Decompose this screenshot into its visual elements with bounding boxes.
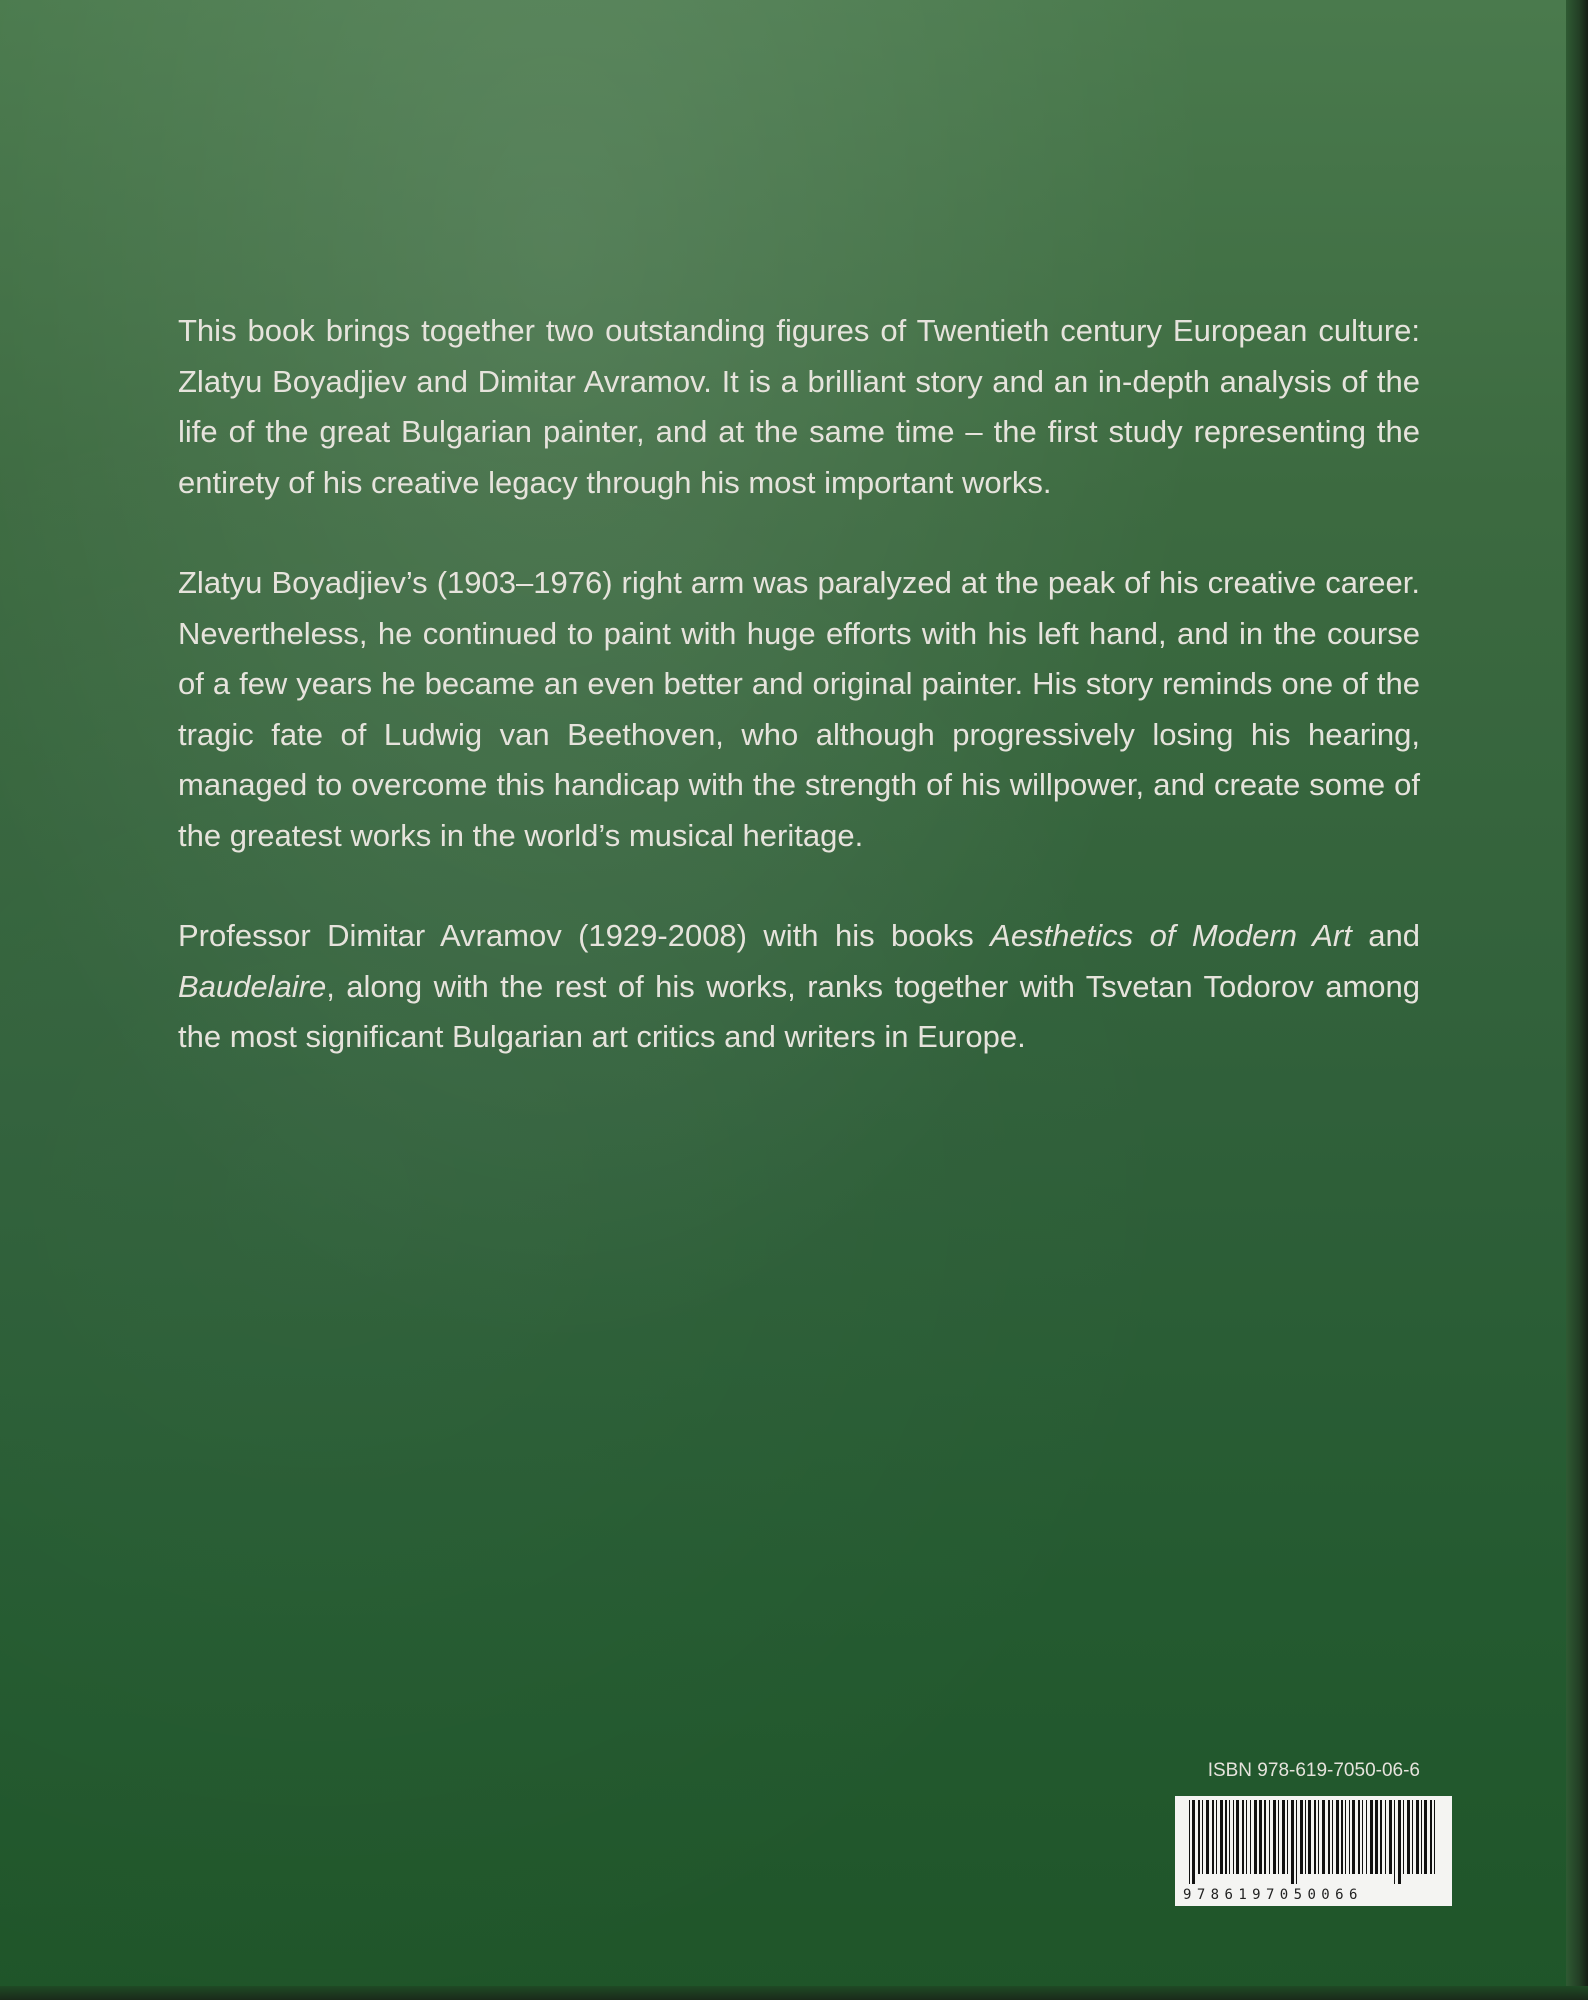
blurb-p3-end: , along with the rest of his works, ranks together with Tsvetan Todorov among the most significant Bulgarian art critics and writers in Europe. [178, 968, 1420, 1054]
barcode-bar [1416, 1800, 1419, 1874]
barcode-bar [1220, 1800, 1223, 1874]
blurb-paragraph-2: Zlatyu Boyadjiev’s (1903–1976) right arm was paralyzed at the peak of his creative career. Nevertheless, he continued to paint with huge efforts with his left hand, and in the course of a few years he became an even better and original painter. His story reminds one of the tragic fate of Ludwig van Beethoven, who although progressively losing his hearing, managed to overcome this handicap with the strength of his willpower, and create some of the greatest works in the world’s musical heritage. [178, 565, 1420, 853]
barcode-bar [1278, 1800, 1279, 1874]
barcode-bar [1352, 1800, 1355, 1874]
barcode-bar [1370, 1800, 1373, 1874]
barcode-bar [1375, 1800, 1378, 1874]
book-edge-bottom [0, 1986, 1588, 2000]
blurb-paragraph-1: This book brings together two outstanding figures of Twentieth century European culture: Zlatyu Boyadjiev and Dimitar Avramov. It is a brilliant story and an in-depth analysis of the life of the great Bulgarian painter, and at the same time – the first study representing the entirety of his creative legacy through his most important works. [178, 313, 1420, 500]
book-edge-right [1566, 0, 1588, 2000]
barcode-bar [1300, 1800, 1303, 1874]
barcode-bar [1246, 1800, 1247, 1874]
barcode-bar [1398, 1800, 1401, 1884]
barcode-bar [1394, 1800, 1395, 1884]
barcode-bar [1225, 1800, 1227, 1874]
blurb-p3-start: Professor Dimitar Avramov (1929-2008) with his books [178, 918, 991, 953]
barcode-bar [1349, 1800, 1350, 1874]
blurb-paragraph-3 [178, 911, 1420, 1063]
barcode-bar [1250, 1800, 1251, 1874]
barcode-bar [1233, 1800, 1234, 1874]
barcode-bar [1407, 1800, 1410, 1874]
barcode-bar [1430, 1800, 1432, 1874]
barcode-bar [1403, 1800, 1404, 1874]
barcode-bar [1380, 1800, 1382, 1874]
barcode-digits: 9786197050066 [1183, 1887, 1363, 1903]
barcode-bar [1198, 1800, 1200, 1874]
barcode-bar [1216, 1800, 1217, 1874]
barcode-bar [1254, 1800, 1257, 1874]
barcode-bars [1175, 1796, 1452, 1884]
barcode-bar [1273, 1800, 1276, 1874]
barcode-bar [1287, 1800, 1288, 1874]
barcode-bar [1412, 1800, 1413, 1874]
isbn-barcode [1175, 1796, 1452, 1906]
barcode-bar [1341, 1800, 1343, 1874]
barcode-bar [1308, 1800, 1311, 1874]
barcode-bar [1189, 1800, 1190, 1884]
isbn-label: ISBN 978-619-7050-06-6 [1207, 1760, 1420, 1781]
barcode-bar [1332, 1800, 1333, 1874]
barcode-bar [1358, 1800, 1360, 1874]
book-title-aesthetics: Aesthetics of Modern Art [990, 918, 1352, 953]
barcode-bar [1291, 1800, 1294, 1884]
barcode-bar [1366, 1800, 1367, 1874]
barcode-bar [1362, 1800, 1363, 1874]
barcode-bar [1296, 1800, 1297, 1884]
barcode-bar [1385, 1800, 1386, 1874]
barcode-bar [1322, 1800, 1325, 1874]
barcode-bar [1242, 1800, 1244, 1874]
barcode-bar [1305, 1800, 1306, 1874]
barcode-bar [1421, 1800, 1422, 1874]
barcode-bar [1269, 1800, 1270, 1874]
barcode-bar [1336, 1800, 1339, 1874]
barcode-bar [1259, 1800, 1262, 1874]
barcode-bar [1236, 1800, 1239, 1874]
barcode-bar [1389, 1800, 1392, 1874]
barcode-bar [1318, 1800, 1319, 1874]
barcode-bar [1434, 1800, 1435, 1874]
barcode-bar [1212, 1800, 1214, 1874]
barcode-bar [1328, 1800, 1330, 1874]
blurb-p3-and: and [1351, 918, 1420, 953]
barcode-bar [1314, 1800, 1316, 1874]
barcode-bar [1192, 1800, 1195, 1884]
barcode-bar [1229, 1800, 1230, 1874]
barcode-bar [1202, 1800, 1203, 1874]
barcode-bar [1345, 1800, 1346, 1874]
barcode-bar [1206, 1800, 1209, 1874]
barcode-bar [1424, 1800, 1427, 1874]
back-cover-blurb [178, 306, 1420, 1063]
barcode-bar [1282, 1800, 1285, 1874]
barcode-bar [1264, 1800, 1266, 1874]
book-title-baudelaire: Baudelaire [178, 968, 327, 1004]
